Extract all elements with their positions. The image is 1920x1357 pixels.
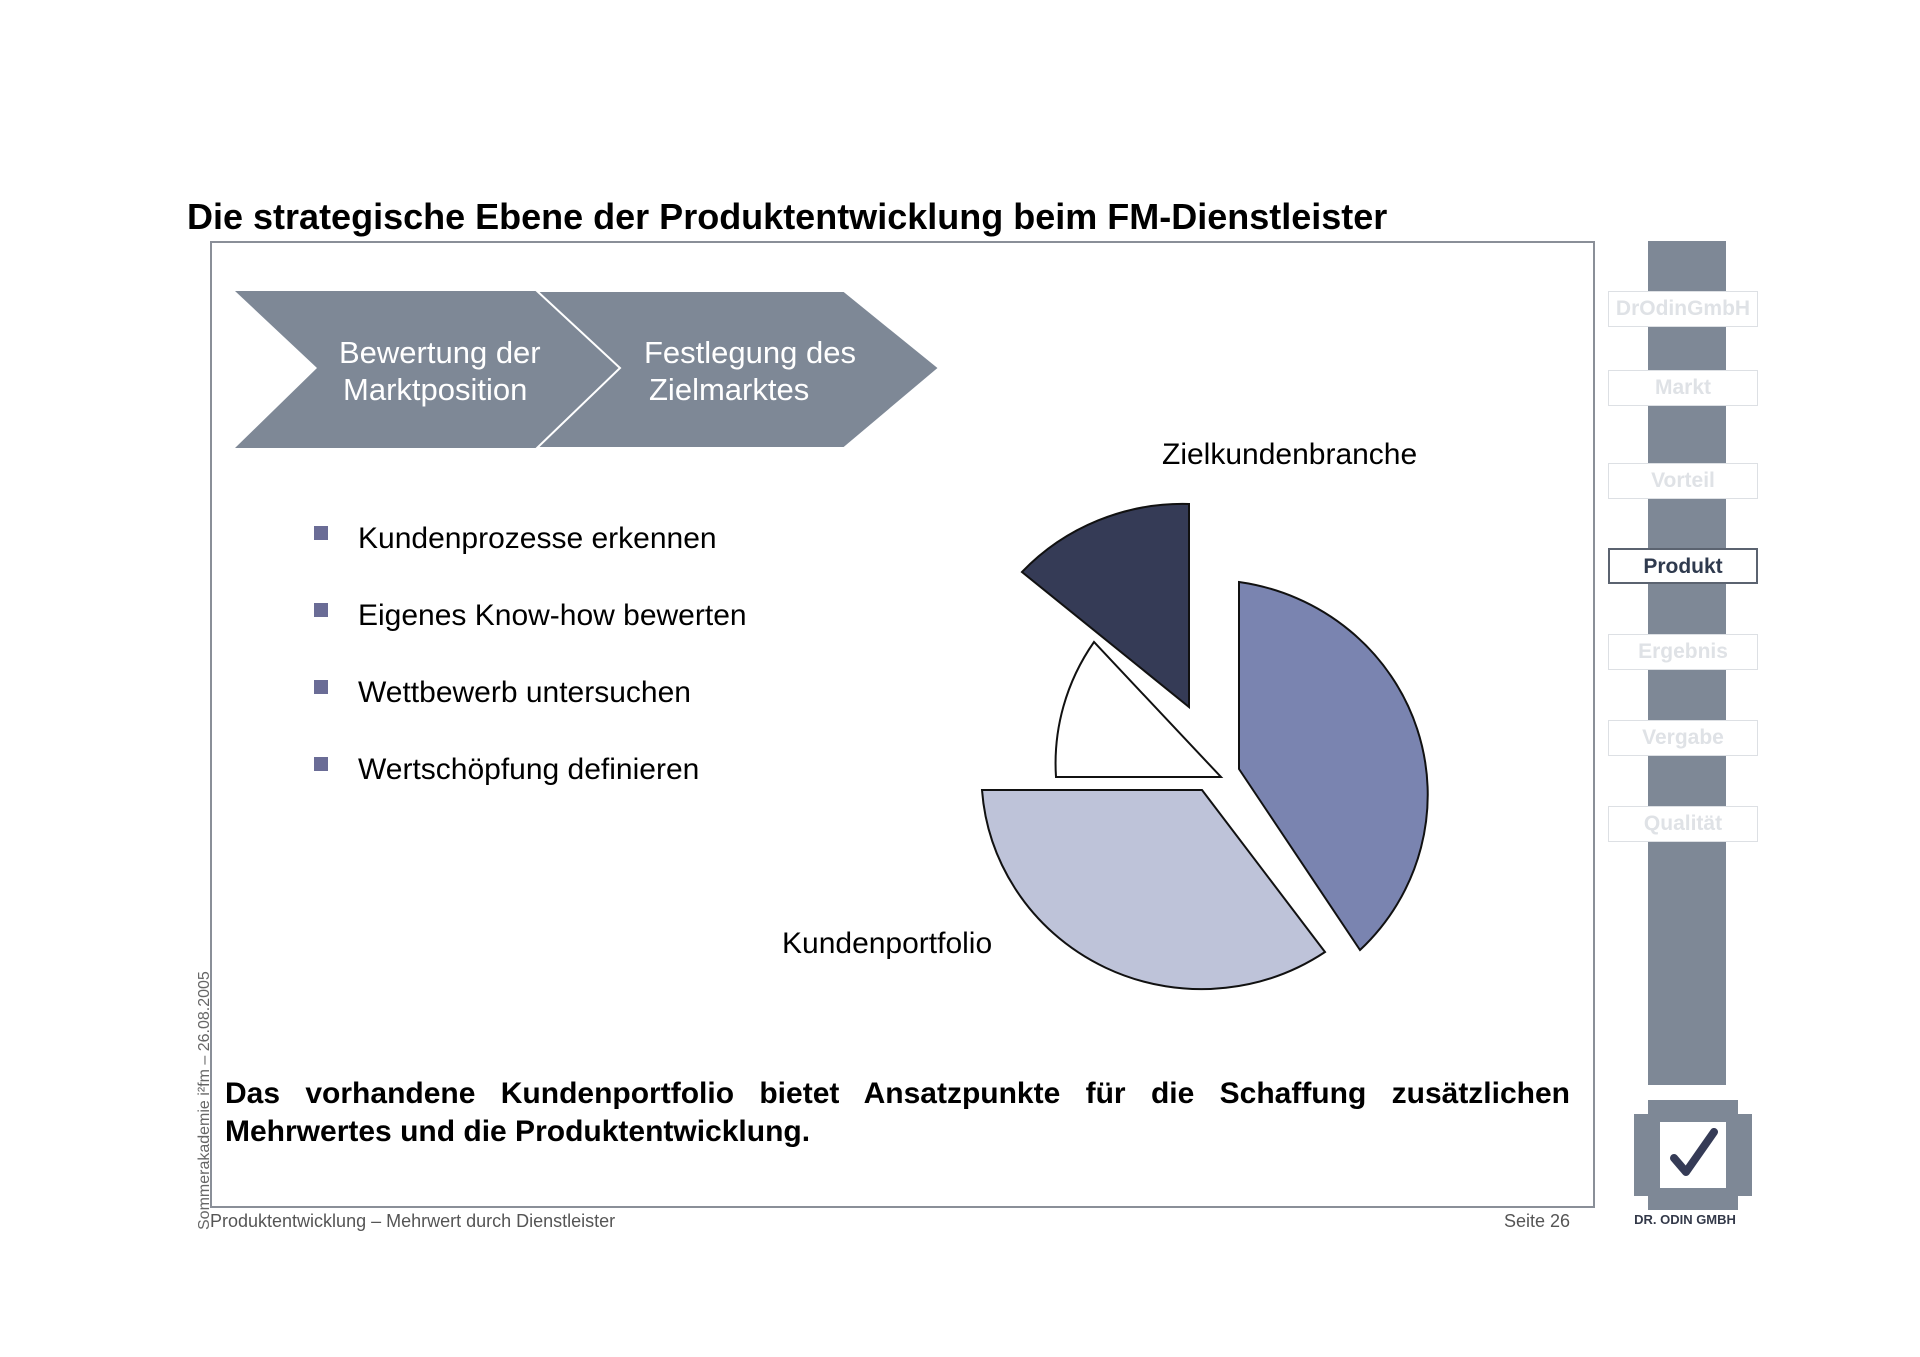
- bullet-marker: [314, 757, 328, 771]
- bullet-item: Eigenes Know-how bewerten: [358, 599, 747, 632]
- bullet-item: Kundenprozesse erkennen: [358, 522, 717, 555]
- page-number: Seite 26: [1504, 1211, 1571, 1231]
- pie-diagram: [980, 490, 1480, 1020]
- nav-item-vorteil[interactable]: Vorteil: [1608, 463, 1758, 499]
- process-step-2: [644, 334, 856, 408]
- logo-text: DR. ODIN GMBH: [1634, 1212, 1736, 1227]
- bullet-item: Wettbewerb untersuchen: [358, 676, 691, 709]
- process-step-2-line1: Festlegung des: [644, 335, 856, 370]
- nav-item-drodingmbh[interactable]: DrOdinGmbH: [1608, 291, 1758, 327]
- nav-item-qualitaet[interactable]: Qualität: [1608, 806, 1758, 842]
- pie-label-top: Zielkundenbranche: [1162, 438, 1418, 471]
- nav-item-ergebnis[interactable]: Ergebnis: [1608, 634, 1758, 670]
- side-caption: Sommerakademie i²fm – 26.08.2005: [196, 971, 213, 1230]
- footer-title: Produktentwicklung – Mehrwert durch Dienstleister: [210, 1211, 616, 1231]
- bullet-marker: [314, 526, 328, 540]
- process-step-2-line2: Zielmarktes: [649, 372, 810, 407]
- conclusion-text: Das vorhandene Kundenportfolio bietet Ansatzpunkte für die Schaffung zusätzlichen Mehrwertes und die Produktentwicklung.: [225, 1077, 1570, 1148]
- process-step-1-line2: Marktposition: [343, 372, 528, 407]
- bullet-marker: [314, 603, 328, 617]
- logo: [1634, 1100, 1752, 1210]
- nav-item-markt[interactable]: Markt: [1608, 370, 1758, 406]
- process-step-1-line1: Bewertung der: [339, 335, 541, 370]
- process-step-1: [339, 334, 541, 408]
- pie-label-bottom: Kundenportfolio: [782, 927, 993, 960]
- bullet-marker: [314, 680, 328, 694]
- nav-item-vergabe[interactable]: Vergabe: [1608, 720, 1758, 756]
- nav-item-produkt[interactable]: Produkt: [1608, 548, 1758, 584]
- bullet-item: Wertschöpfung definieren: [358, 753, 700, 786]
- page-title: Die strategische Ebene der Produktentwicklung beim FM-Dienstleister: [187, 196, 1388, 237]
